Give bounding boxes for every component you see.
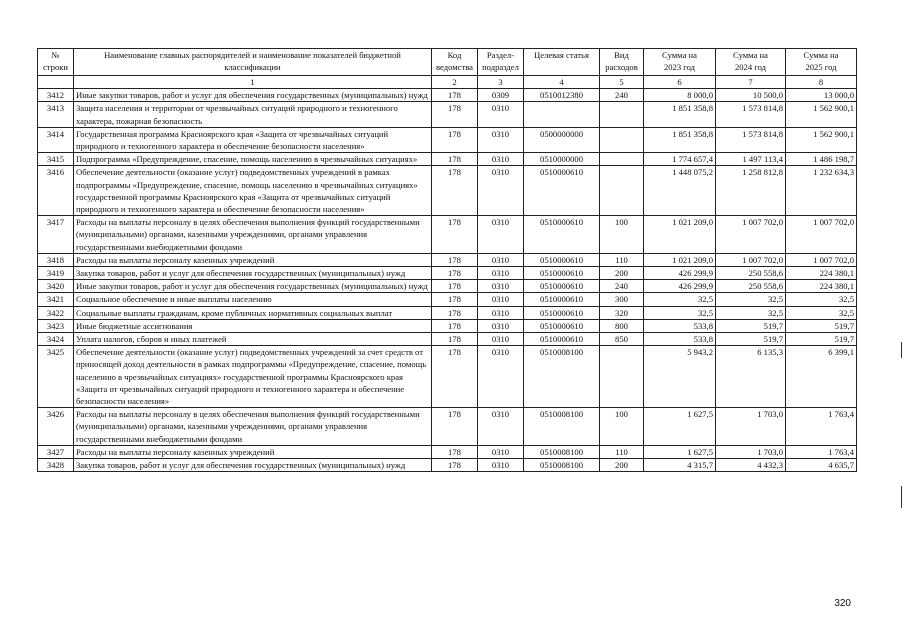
row-section: 0310: [478, 333, 524, 346]
row-sum-2025: 519,7: [786, 319, 857, 332]
table-row: [38, 306, 857, 319]
row-target: 0510000610: [524, 267, 600, 280]
row-section: 0310: [478, 153, 524, 166]
table-row: [38, 166, 857, 216]
row-sum-2025: 1 007 702,0: [786, 216, 857, 254]
row-sum-2025: 1 486 198,7: [786, 153, 857, 166]
row-sum-2023: 4 315,7: [644, 459, 716, 472]
row-sum-2024: 4 432,3: [716, 459, 786, 472]
table-row: [38, 333, 857, 346]
row-sum-2025: 1 562 900,1: [786, 127, 857, 152]
row-sum-2025: 1 562 900,1: [786, 102, 857, 127]
row-exp-type: [600, 346, 644, 408]
row-dept-code: 178: [432, 408, 478, 446]
row-dept-code: 178: [432, 127, 478, 152]
row-exp-type: [600, 166, 644, 216]
row-exp-type: 300: [600, 293, 644, 306]
row-number: 3418: [38, 253, 74, 266]
row-exp-type: 240: [600, 89, 644, 102]
row-target: 0510000610: [524, 280, 600, 293]
col-num: 8: [786, 76, 857, 89]
row-sum-2024: 1 007 702,0: [716, 253, 786, 266]
row-sum-2024: 6 135,3: [716, 346, 786, 408]
row-dept-code: 178: [432, 319, 478, 332]
row-sum-2023: 533,8: [644, 319, 716, 332]
row-sum-2023: 426 299,9: [644, 267, 716, 280]
col-num: 1: [74, 76, 432, 89]
row-sum-2023: 1 627,5: [644, 408, 716, 446]
row-sum-2023: 1 021 209,0: [644, 216, 716, 254]
row-sum-2025: 1 007 702,0: [786, 253, 857, 266]
row-section: 0310: [478, 253, 524, 266]
row-sum-2024: 1 258 812,8: [716, 166, 786, 216]
row-sum-2024: 250 558,6: [716, 267, 786, 280]
row-sum-2023: 426 299,9: [644, 280, 716, 293]
row-number: 3427: [38, 445, 74, 458]
row-dept-code: 178: [432, 306, 478, 319]
col-num: [38, 76, 74, 89]
row-name: Закупка товаров, работ и услуг для обеспечения государственных (муниципальных) нужд: [74, 459, 432, 472]
table-row: [38, 153, 857, 166]
row-sum-2025: 224 380,1: [786, 280, 857, 293]
row-target: 0510000000: [524, 153, 600, 166]
row-sum-2024: 10 500,0: [716, 89, 786, 102]
margin-mark: [901, 486, 902, 508]
table-row: [38, 102, 857, 127]
row-number: 3414: [38, 127, 74, 152]
row-section: 0310: [478, 127, 524, 152]
header-exp-type: Вид расходов: [600, 49, 644, 76]
row-sum-2023: 1 851 358,8: [644, 102, 716, 127]
table-row: [38, 408, 857, 446]
row-exp-type: 110: [600, 445, 644, 458]
row-exp-type: 100: [600, 408, 644, 446]
row-sum-2025: 4 635,7: [786, 459, 857, 472]
row-name: Расходы на выплаты персоналу в целях обеспечения выполнения функций государственными (муниципальными) органами, казенными учреждениями, органами управления государственными внебюджетными фондами: [74, 216, 432, 254]
row-number: 3428: [38, 459, 74, 472]
row-section: 0310: [478, 267, 524, 280]
row-sum-2025: 224 380,1: [786, 267, 857, 280]
row-exp-type: 800: [600, 319, 644, 332]
row-name: Иные закупки товаров, работ и услуг для обеспечения государственных (муниципальных) нужд: [74, 280, 432, 293]
row-target: 0510000610: [524, 216, 600, 254]
header-sum-2025: Сумма на 2025 год: [786, 49, 857, 76]
col-num: 5: [600, 76, 644, 89]
row-exp-type: 100: [600, 216, 644, 254]
row-section: 0310: [478, 293, 524, 306]
row-exp-type: [600, 127, 644, 152]
row-section: 0310: [478, 319, 524, 332]
row-sum-2024: 1 573 814,8: [716, 127, 786, 152]
table-row: [38, 216, 857, 254]
table-row: [38, 346, 857, 408]
row-exp-type: 320: [600, 306, 644, 319]
col-num: 7: [716, 76, 786, 89]
row-name: Защита населения и территории от чрезвычайных ситуаций природного и техногенного характера, пожарная безопасность: [74, 102, 432, 127]
row-target: 0510008100: [524, 408, 600, 446]
row-sum-2023: 1 851 358,8: [644, 127, 716, 152]
row-sum-2024: 1 573 814,8: [716, 102, 786, 127]
row-target: 0510008100: [524, 346, 600, 408]
table-row: [38, 253, 857, 266]
col-num: 6: [644, 76, 716, 89]
row-name: Расходы на выплаты персоналу казенных учреждений: [74, 253, 432, 266]
header-row-no: № строки: [38, 49, 74, 76]
header-sum-2024: Сумма на 2024 год: [716, 49, 786, 76]
table-row: [38, 293, 857, 306]
row-section: 0310: [478, 408, 524, 446]
row-sum-2024: 32,5: [716, 293, 786, 306]
row-section: 0310: [478, 102, 524, 127]
row-name: Государственная программа Красноярского края «Защита от чрезвычайных ситуаций природного и техногенного характера и обеспечение безопасности населения»: [74, 127, 432, 152]
row-sum-2025: 1 763,4: [786, 408, 857, 446]
row-exp-type: 200: [600, 459, 644, 472]
row-sum-2024: 1 007 702,0: [716, 216, 786, 254]
row-section: 0310: [478, 445, 524, 458]
row-target: 0500000000: [524, 127, 600, 152]
row-sum-2024: 1 703,0: [716, 408, 786, 446]
row-exp-type: 850: [600, 333, 644, 346]
row-sum-2024: 519,7: [716, 319, 786, 332]
row-dept-code: 178: [432, 346, 478, 408]
row-sum-2025: 6 399,1: [786, 346, 857, 408]
row-number: 3424: [38, 333, 74, 346]
row-sum-2024: 519,7: [716, 333, 786, 346]
row-section: 0310: [478, 216, 524, 254]
row-dept-code: 178: [432, 216, 478, 254]
row-name: Обеспечение деятельности (оказание услуг) подведомственных учреждений за счет средств от приносящей доход деятельности в рамках подпрограммы «Предупреждение, спасение, помощь населению в чрезвычайных ситуациях» государственной программы Красноярского края «Защита от чрезвычайных ситуаций природного и техногенного характера и обеспечение безопасности населения»: [74, 346, 432, 408]
row-number: 3417: [38, 216, 74, 254]
header-sum-2023: Сумма на 2023 год: [644, 49, 716, 76]
page-number: 320: [834, 598, 851, 609]
row-number: 3421: [38, 293, 74, 306]
row-dept-code: 178: [432, 166, 478, 216]
row-dept-code: 178: [432, 153, 478, 166]
row-name: Уплата налогов, сборов и иных платежей: [74, 333, 432, 346]
row-section: 0310: [478, 306, 524, 319]
row-sum-2023: 1 021 209,0: [644, 253, 716, 266]
row-number: 3413: [38, 102, 74, 127]
col-num: 3: [478, 76, 524, 89]
row-name: Расходы на выплаты персоналу в целях обеспечения выполнения функций государственными (муниципальными) органами, казенными учреждениями, органами управления государственными внебюджетными фондами: [74, 408, 432, 446]
row-exp-type: 110: [600, 253, 644, 266]
header-name: Наименование главных распорядителей и наименование показателей бюджетной классификации: [74, 49, 432, 76]
row-target: 0510012380: [524, 89, 600, 102]
table-row: [38, 280, 857, 293]
row-number: 3416: [38, 166, 74, 216]
row-sum-2025: 519,7: [786, 333, 857, 346]
row-sum-2025: 13 000,0: [786, 89, 857, 102]
col-num: 2: [432, 76, 478, 89]
row-section: 0310: [478, 346, 524, 408]
row-number: 3412: [38, 89, 74, 102]
row-sum-2023: 1 448 075,2: [644, 166, 716, 216]
row-sum-2024: 1 703,0: [716, 445, 786, 458]
margin-mark: [901, 342, 902, 358]
row-exp-type: 200: [600, 267, 644, 280]
row-sum-2025: 1 232 634,3: [786, 166, 857, 216]
row-sum-2024: 32,5: [716, 306, 786, 319]
row-target: 0510000610: [524, 319, 600, 332]
row-section: 0310: [478, 459, 524, 472]
row-dept-code: 178: [432, 333, 478, 346]
row-section: 0310: [478, 166, 524, 216]
row-number: 3426: [38, 408, 74, 446]
row-section: 0309: [478, 89, 524, 102]
row-target: 0510000610: [524, 306, 600, 319]
row-number: 3419: [38, 267, 74, 280]
row-dept-code: 178: [432, 267, 478, 280]
row-sum-2023: 5 943,2: [644, 346, 716, 408]
row-section: 0310: [478, 280, 524, 293]
row-sum-2023: 1 774 657,4: [644, 153, 716, 166]
column-number-row: [38, 76, 857, 89]
header-dept-code: Код ведомства: [432, 49, 478, 76]
row-number: 3415: [38, 153, 74, 166]
row-sum-2023: 32,5: [644, 306, 716, 319]
row-number: 3422: [38, 306, 74, 319]
row-target: 0510000610: [524, 293, 600, 306]
row-target: 0510000610: [524, 166, 600, 216]
row-target: [524, 102, 600, 127]
row-dept-code: 178: [432, 253, 478, 266]
table-row: [38, 459, 857, 472]
row-dept-code: 178: [432, 459, 478, 472]
row-dept-code: 178: [432, 280, 478, 293]
row-target: 0510000610: [524, 253, 600, 266]
header-section: Раздел- подраздел: [478, 49, 524, 76]
row-exp-type: [600, 102, 644, 127]
row-exp-type: [600, 153, 644, 166]
row-number: 3423: [38, 319, 74, 332]
row-dept-code: 178: [432, 293, 478, 306]
row-exp-type: 240: [600, 280, 644, 293]
budget-sheet: [37, 48, 857, 472]
row-target: 0510000610: [524, 333, 600, 346]
table-row: [38, 267, 857, 280]
row-sum-2023: 533,8: [644, 333, 716, 346]
row-dept-code: 178: [432, 102, 478, 127]
table-row: [38, 319, 857, 332]
row-sum-2024: 1 497 113,4: [716, 153, 786, 166]
row-name: Социальные выплаты гражданам, кроме публичных нормативных социальных выплат: [74, 306, 432, 319]
header-target: Целевая статья: [524, 49, 600, 76]
row-number: 3420: [38, 280, 74, 293]
row-sum-2025: 32,5: [786, 306, 857, 319]
row-name: Иные закупки товаров, работ и услуг для обеспечения государственных (муниципальных) нужд: [74, 89, 432, 102]
table-row: [38, 445, 857, 458]
row-name: Подпрограмма «Предупреждение, спасение, помощь населению в чрезвычайных ситуациях»: [74, 153, 432, 166]
row-name: Закупка товаров, работ и услуг для обеспечения государственных (муниципальных) нужд: [74, 267, 432, 280]
row-sum-2025: 32,5: [786, 293, 857, 306]
table-row: [38, 127, 857, 152]
row-number: 3425: [38, 346, 74, 408]
row-target: 0510008100: [524, 459, 600, 472]
row-name: Иные бюджетные ассигнования: [74, 319, 432, 332]
row-name: Расходы на выплаты персоналу казенных учреждений: [74, 445, 432, 458]
row-sum-2023: 32,5: [644, 293, 716, 306]
row-name: Обеспечение деятельности (оказание услуг) подведомственных учреждений в рамках подпрограммы «Предупреждение, спасение, помощь населению в чрезвычайных ситуациях» государственной программы Красноярского края «Защита от чрезвычайных ситуаций природного и техногенного характера и обеспечение безопасности населения»: [74, 166, 432, 216]
row-sum-2023: 1 627,5: [644, 445, 716, 458]
row-target: 0510008100: [524, 445, 600, 458]
table-row: [38, 89, 857, 102]
row-sum-2023: 8 000,0: [644, 89, 716, 102]
row-name: Социальное обеспечение и иные выплаты населению: [74, 293, 432, 306]
table-header-row: [38, 49, 857, 76]
row-dept-code: 178: [432, 445, 478, 458]
col-num: 4: [524, 76, 600, 89]
row-sum-2025: 1 763,4: [786, 445, 857, 458]
row-dept-code: 178: [432, 89, 478, 102]
budget-table: [37, 48, 857, 472]
row-sum-2024: 250 558,6: [716, 280, 786, 293]
